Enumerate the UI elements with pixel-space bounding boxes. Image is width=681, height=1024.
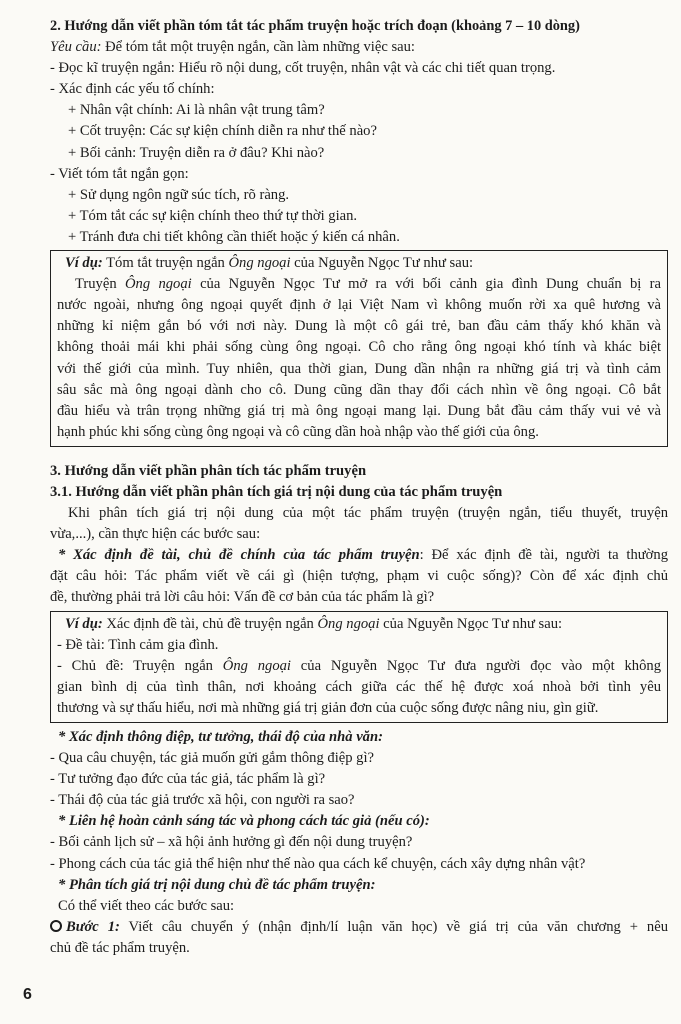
theme-line [50,545,668,566]
analysis-heading: * Phân tích giá trị nội dung chủ đề tác phẩm truyện: [58,876,376,893]
summary-text: Truyện [75,276,125,293]
list-item: - Đọc kĩ truyện ngắn: Hiểu rõ nội dung, cốt truyện, nhân vật và các chi tiết quan trọng. [50,60,556,77]
page-content [50,16,668,959]
example-intro-text: của Nguyễn Ngọc Tư như sau: [290,255,474,272]
step-1-text: Viết câu chuyển ý (nhận định/lí luận văn học) về giá trị của văn chương + nêu [119,918,668,935]
summary-line: những kỉ niệm gắn bó với nơi này. Dung là một cô gái trẻ, ban đầu cảm thấy khó khăn và [57,318,661,335]
theme-desc-line: thương và sự thấu hiểu, nơi mà những giá trị giản đơn của cuộc sống được nâng niu, gìn giữ. [57,699,599,716]
list-item: + Tóm tắt các sự kiện chính theo thứ tự thời gian. [68,207,358,224]
section-2-heading: 2. Hướng dẫn viết phần tóm tắt tác phẩm truyện hoặc trích đoạn (khoảng 7 – 10 dòng) [50,18,580,34]
intro-line: Khi phân tích giá trị nội dung của một tác phẩm truyện (truyện ngắn, tiểu thuyết, truyện [68,505,668,522]
summary-line: hạnh phúc khi sống cùng ông ngoại và cô cũng dần hoà nhập vào thế giới của ông. [57,423,539,440]
theme-text: : Để xác định đề tài, người ta thường [419,547,668,564]
summary-text: của Nguyễn Ngọc Tư mở ra với bối cảnh gia đình Dung chuẩn bị ra [191,276,662,293]
spacer [50,451,668,461]
summary-line: sâu sắc mà ông ngoại dành cho cô. Dung cũng dần thay đổi cách nhìn về ông ngoại. Cô bắt [57,381,661,398]
list-item: - Viết tóm tắt ngắn gọn: [50,165,189,182]
list-item: + Bối cảnh: Truyện diễn ra ở đâu? Khi nào? [68,144,325,161]
summary-line: nước ngoài, nhưng ông ngoại quyết định ở lại Việt Nam vì không muốn rời xa quê hương và [57,297,661,314]
theme-desc-line [57,656,661,677]
example-intro-text: Xác định đề tài, chủ đề truyện ngắn [102,615,318,632]
step-1-label: Bước 1: [66,918,120,935]
step-1-line [50,917,668,938]
requirement-text: Để tóm tắt một truyện ngắn, cần làm những việc sau: [101,39,415,56]
list-item: - Xác định các yếu tố chính: [50,81,215,98]
analysis-text: Có thể viết theo các bước sau: [58,897,235,914]
page-number: 6 [23,986,32,1003]
list-item: - Qua câu chuyện, tác giả muốn gửi gắm thông điệp gì? [50,750,375,767]
theme-desc-line: gian bình dị của tình thân, nơi khoảng cách giữa các thế hệ được xoá nhoà bởi tình yêu [57,678,661,695]
section-3-1-heading: 3.1. Hướng dẫn viết phần phân tích giá trị nội dung của tác phẩm truyện [50,483,503,500]
topic-line: - Đề tài: Tình cảm gia đình. [57,636,219,653]
requirement-line [50,37,668,58]
list-item: + Sử dụng ngôn ngữ súc tích, rõ ràng. [68,186,290,203]
example-box-theme [50,611,668,723]
list-item: - Phong cách của tác giả thể hiện như thế nào qua cách kể chuyện, cách xây dựng nhân vật? [50,855,586,872]
list-item: + Cốt truyện: Các sự kiện chính diễn ra như thế nào? [68,123,377,140]
example-label: Ví dụ: [65,615,103,632]
example-label: Ví dụ: [65,255,103,272]
theme-desc-text: - Chủ đề: Truyện ngắn [57,657,223,674]
example-intro [57,253,661,274]
list-item: - Tư tưởng đạo đức của tác giả, tác phẩm là gì? [50,771,326,788]
example-intro [57,614,661,635]
work-title: Ông ngoại [317,615,380,632]
theme-label: * Xác định đề tài, chủ đề chính của tác phẩm truyện [58,547,420,564]
work-title: Ông ngoại [124,276,192,293]
message-heading: * Xác định thông điệp, tư tưởng, thái độ của nhà văn: [58,729,383,745]
step-1-line: chủ đề tác phẩm truyện. [50,939,190,956]
example-intro-text: của Nguyễn Ngọc Tư như sau: [379,615,563,632]
list-item: - Thái độ của tác giả trước xã hội, con người ra sao? [50,792,355,809]
work-title: Ông ngoại [222,657,291,674]
summary-line: với thế giới của mình. Tuy nhiên, qua thời gian, Dung dần nhận ra những giá trị và tình cảm [57,360,661,377]
circle-bullet-icon [50,920,62,932]
requirement-label: Yêu cầu: [50,39,102,56]
list-item: - Bối cảnh lịch sử – xã hội ảnh hưởng gì đến nội dung truyện? [50,834,413,851]
work-title: Ông ngoại [228,255,291,272]
summary-line: đầu hiểu và trân trọng những giá trị mà ông ngoại mang lại. Dung bắt đầu cảm thấy vui vẻ và [57,402,661,419]
section-3-heading: 3. Hướng dẫn viết phần phân tích tác phẩm truyện [50,462,367,479]
summary-line: không thoải mái khi phải sống cùng ông ngoại. Cô cho rằng ông ngoại khó tính và khác biệt [57,339,661,356]
list-item: + Tránh đưa chi tiết không cần thiết hoặc ý kiến cá nhân. [68,228,400,245]
summary-line [57,274,661,295]
theme-desc-text: của Nguyễn Ngọc Tư đưa người đọc vào một không [290,657,661,674]
theme-line: đề, thường phải trả lời câu hỏi: Vấn đề cơ bản của tác phẩm là gì? [50,589,435,606]
example-box-summary [50,250,668,447]
list-item: + Nhân vật chính: Ai là nhân vật trung tâm? [68,102,325,119]
theme-line: đặt câu hỏi: Tác phẩm viết về cái gì (hiện tượng, phạm vi cuộc sống)? Còn để xác định chủ [50,568,668,585]
intro-line: vừa,...), cần thực hiện các bước sau: [50,526,261,543]
example-intro-text: Tóm tắt truyện ngắn [102,255,229,272]
context-heading: * Liên hệ hoàn cảnh sáng tác và phong cách tác giả (nếu có): [58,813,430,830]
